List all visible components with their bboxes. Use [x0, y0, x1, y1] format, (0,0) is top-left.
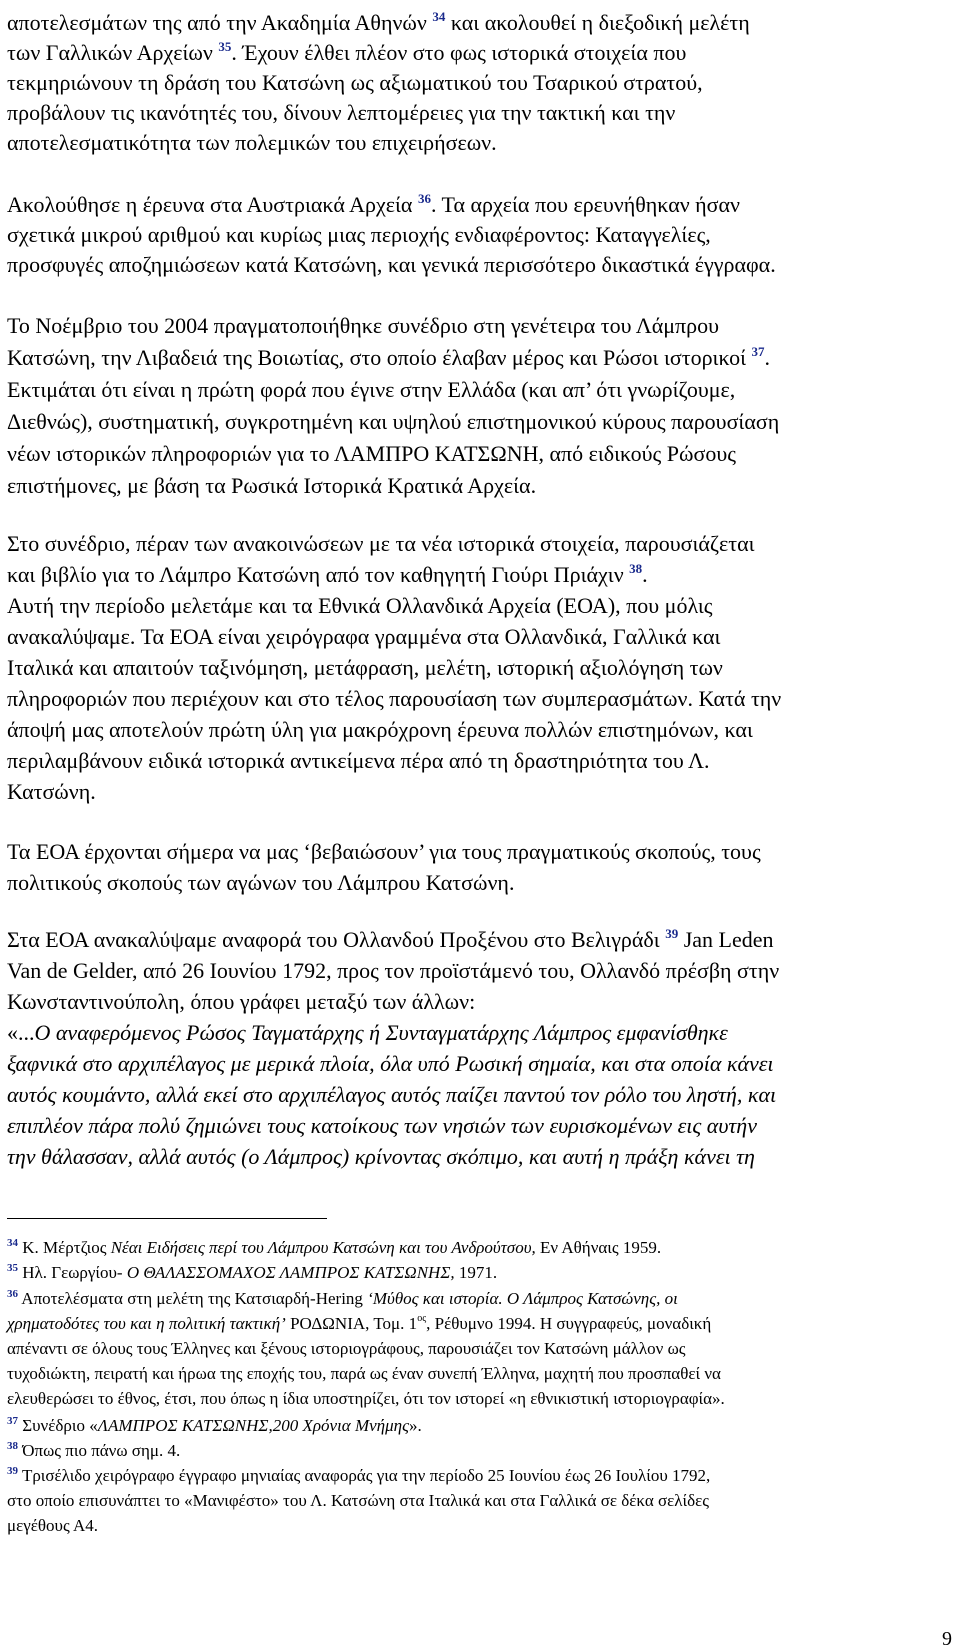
text-line: πληροφοριών που περιέχουν και στο τέλος παρουσίαση των συμπερασμάτων. Κατά την	[7, 686, 782, 711]
footnote-34: $^{34}$ Κ. Μέρτζιος Νέαι Ειδήσεις περί του Λάμπρου Κατσώνη και του Ανδρούτσου, Εν Αθήναις 1959.	[7, 1237, 662, 1257]
footnote-ref-37[interactable]: 37	[751, 344, 765, 359]
footnote-ref-36[interactable]: 36	[417, 191, 431, 206]
paragraph-dutch-consul-report	[7, 924, 955, 1172]
footnote-number: 35	[7, 1262, 18, 1274]
text-line: χρηματοδότες του και η πολιτική τακτική’ ΡΟΔΩΝΙΑ, Τομ. $1^{o\varsigma}$, Ρέθυμνο 1994. Η συγγραφεύς, μοναδική	[7, 1313, 712, 1333]
footnote-separator	[7, 1218, 327, 1219]
footnote-ref-35[interactable]: 35	[218, 39, 232, 54]
text-line: Van de Gelder, από 26 Ιουνίου 1792, προς τον προϊστάμενό του, Ολλανδό πρέσβη στην	[7, 958, 780, 983]
text-line: αποτελεσματικότητα των πολεμικών του επιχειρήσεων.	[7, 130, 497, 155]
text-line: Τα ΕΟΑ έρχονται σήμερα να μας ‘βεβαιώσουν’ για τους πραγματικούς σκοπούς, τους	[7, 839, 761, 864]
text-line: Στο συνέδριο, πέραν των ανακοινώσεων με τα νέα ιστορικά στοιχεία, παρουσιάζεται	[7, 531, 755, 556]
footnote-number: 39	[7, 1465, 18, 1477]
text-line: σχετικά μικρού αριθμού και κυρίως μιας περιοχής ενδιαφέροντος: Καταγγελίες,	[7, 222, 711, 247]
footnote-37: $^{37}$ Συνέδριο «ΛΑΜΠΡΟΣ ΚΑΤΣΩΝΗΣ,200 Χρόνια Μνήμης».	[7, 1415, 422, 1435]
paragraph-livadeia-conference	[7, 310, 955, 502]
text-line: Εκτιμάται ότι είναι η πρώτη φορά που έγινε στην Ελλάδα (και απ’ ότι γνωρίζουμε,	[7, 377, 736, 402]
paragraph-austrian-archives	[7, 190, 955, 280]
text-line: Το Νοέμβριο του 2004 πραγματοποιήθηκε συνέδριο στη γενέτειρα του Λάμπρου	[7, 313, 720, 338]
text-line: Κατσώνη.	[7, 779, 96, 804]
text-line: Ακολούθησε η έρευνα στα Αυστριακά Αρχεία $^{36}$. Τα αρχεία που ερευνήθηκαν ήσαν	[7, 191, 741, 217]
footnote-number: 38	[7, 1440, 18, 1452]
footnote-35: $^{35}$ Ηλ. Γεωργίου- Ο ΘΑΛΑΣΣΟΜΑΧΟΣ ΛΑΜΠΡΟΣ ΚΑΤΣΩΝΗΣ, 1971.	[7, 1262, 498, 1282]
text-line: Ιταλικά και απαιτούν ταξινόμηση, μετάφραση, μελέτη, ιστορική αξιολόγηση των	[7, 655, 723, 680]
paragraph-academy-archives	[7, 8, 955, 158]
text-line: ανακαλύψαμε. Τα ΕΟΑ είναι χειρόγραφα γραμμένα στα Ολλανδικά, Γαλλικά και	[7, 624, 721, 649]
text-line: Αυτή την περίοδο μελετάμε και τα Εθνικά Ολλανδικά Αρχεία (ΕΟΑ), που μόλις	[7, 593, 713, 618]
footnote-number: 34	[7, 1237, 18, 1249]
quote-line: την θάλασσαν, αλλά αυτός (ο Λάμπρος) κρίνοντας σκόπιμο, και αυτή η πράξη κάνει τη	[7, 1144, 755, 1169]
text-line: προβάλουν τις ικανότητές του, δίνουν λεπτομέρειες για την τακτική και την	[7, 100, 676, 125]
text-line: νέων ιστορικών πληροφοριών για το ΛΑΜΠΡΟ ΚΑΤΣΩΝΗ, από ειδικούς Ρώσους	[7, 441, 736, 466]
footnote-number: 36	[7, 1288, 18, 1300]
text-line: και βιβλίο για το Λάμπρο Κατσώνη από τον καθηγητή Γιούρι Πριάχιν $^{38}$.	[7, 561, 648, 587]
text-line: μεγέθους Α4.	[7, 1516, 99, 1535]
text-line: Κωνσταντινούπολη, όπου γράφει μεταξύ των άλλων:	[7, 989, 476, 1014]
footnote-38: $^{38}$ Όπως πιο πάνω σημ. 4.	[7, 1440, 181, 1460]
text-line: άποψή μας αποτελούν πρώτη ύλη για μακρόχρονη έρευνα πολλών επιστημόνων, και	[7, 717, 753, 742]
quote-line: επιπλέον πάρα πολύ ζημιώνει τους κατοίκους των νησιών των ευρισκομένων εις αυτήν	[7, 1113, 757, 1138]
paragraph-political-aims	[7, 836, 955, 898]
quote-line: ξαφνικά στο αρχιπέλαγος με μερικά πλοία, όλα υπό Ρωσική σημαία, και στα οποία κάνει	[7, 1051, 774, 1076]
text-line: Διεθνώς), συστηματική, συγκροτημένη και υψηλού επιστημονικού κύρους παρουσίαση	[7, 409, 780, 434]
text-line: τυχοδιώκτη, πειρατή και ήρωα της εποχής του, παρά ως έναν συνεπή Έλληνα, μαχητή που προσπαθεί να	[7, 1364, 721, 1383]
text-line: προσφυγές αποζημιώσεων κατά Κατσώνη, και γενικά περισσότερο δικαστικά έγγραφα.	[7, 252, 776, 277]
footnote-ref-39[interactable]: 39	[665, 926, 679, 941]
text-line: απέναντι σε όλους τους Έλληνες και ξένους ιστοριογράφους, παρουσιάζει τον Κατσώνη μάλλον ως	[7, 1339, 686, 1358]
text-line: τεκμηριώνουν τη δράση του Κατσώνη ως αξιωματικού του Τσαρικού στρατού,	[7, 70, 703, 95]
footnote-number: 37	[7, 1415, 18, 1427]
text-line: στο οποίο επισυνάπτει το «Μανιφέστο» του Λ. Κατσώνη στα Ιταλικά και στα Γαλλικά σε δέκα σελίδες	[7, 1491, 709, 1510]
page-number: 9	[942, 1628, 952, 1650]
text-line: αποτελεσμάτων της από την Ακαδημία Αθηνών $^{34}$ και ακολουθεί η διεξοδική μελέτη	[7, 9, 750, 35]
footnote-ref-38[interactable]: 38	[629, 561, 643, 576]
text-line: $^{36}$ Αποτελέσματα στη μελέτη της Κατσιαρδή-Hering ‘Μύθος και ιστορία. Ο Λάμπρος Κατσώνης, οι	[7, 1288, 678, 1308]
text-line: Στα ΕΟΑ ανακαλύψαμε αναφορά του Ολλανδού Προξένου στο Βελιγράδι $^{39}$ Jan Leden	[7, 926, 774, 952]
text-line: περιλαμβάνουν ειδικά ιστορικά αντικείμενα πέρα από τη δραστηριότητα του Λ.	[7, 748, 710, 773]
text-line: $^{39}$ Τρισέλιδο χειρόγραφο έγγραφο μηνιαίας αναφοράς για την περίοδο 25 Ιουνίου έως 26 Ιουλίου 1792,	[7, 1465, 711, 1485]
footnote-39	[7, 1463, 957, 1538]
footnote-ref-34[interactable]: 34	[432, 9, 446, 24]
quote-line: «...Ο αναφερόμενος Ρώσος Ταγματάρχης ή Συνταγματάρχης Λάμπρος εμφανίσθηκε	[7, 1020, 728, 1045]
text-line: των Γαλλικών Αρχείων $^{35}$. Έχουν έλθει πλέον στο φως ιστορικά στοιχεία που	[7, 39, 687, 65]
text-line: πολιτικούς σκοπούς των αγώνων του Λάμπρου Κατσώνη.	[7, 870, 515, 895]
quote-line: αυτός κουμάντο, αλλά εκεί στο αρχιπέλαγος αυτός παίζει παντού τον ρόλο του ληστή, και	[7, 1082, 777, 1107]
text-line: Κατσώνη, την Λιβαδειά της Βοιωτίας, στο οποίο έλαβαν μέρος και Ρώσοι ιστορικοί $^{37}$.	[7, 344, 770, 370]
footnote-36	[7, 1286, 957, 1411]
text-line: ελευθερώσει το έθνος, έτσι, που όπως η ίδια υποστηρίζει, ότι τον ιστορεί «η εθνικιστική ιστοριογραφία».	[7, 1389, 725, 1408]
paragraph-dutch-archives	[7, 528, 955, 807]
text-line: επιστήμονες, με βάση τα Ρωσικά Ιστορικά Κρατικά Αρχεία.	[7, 473, 537, 498]
